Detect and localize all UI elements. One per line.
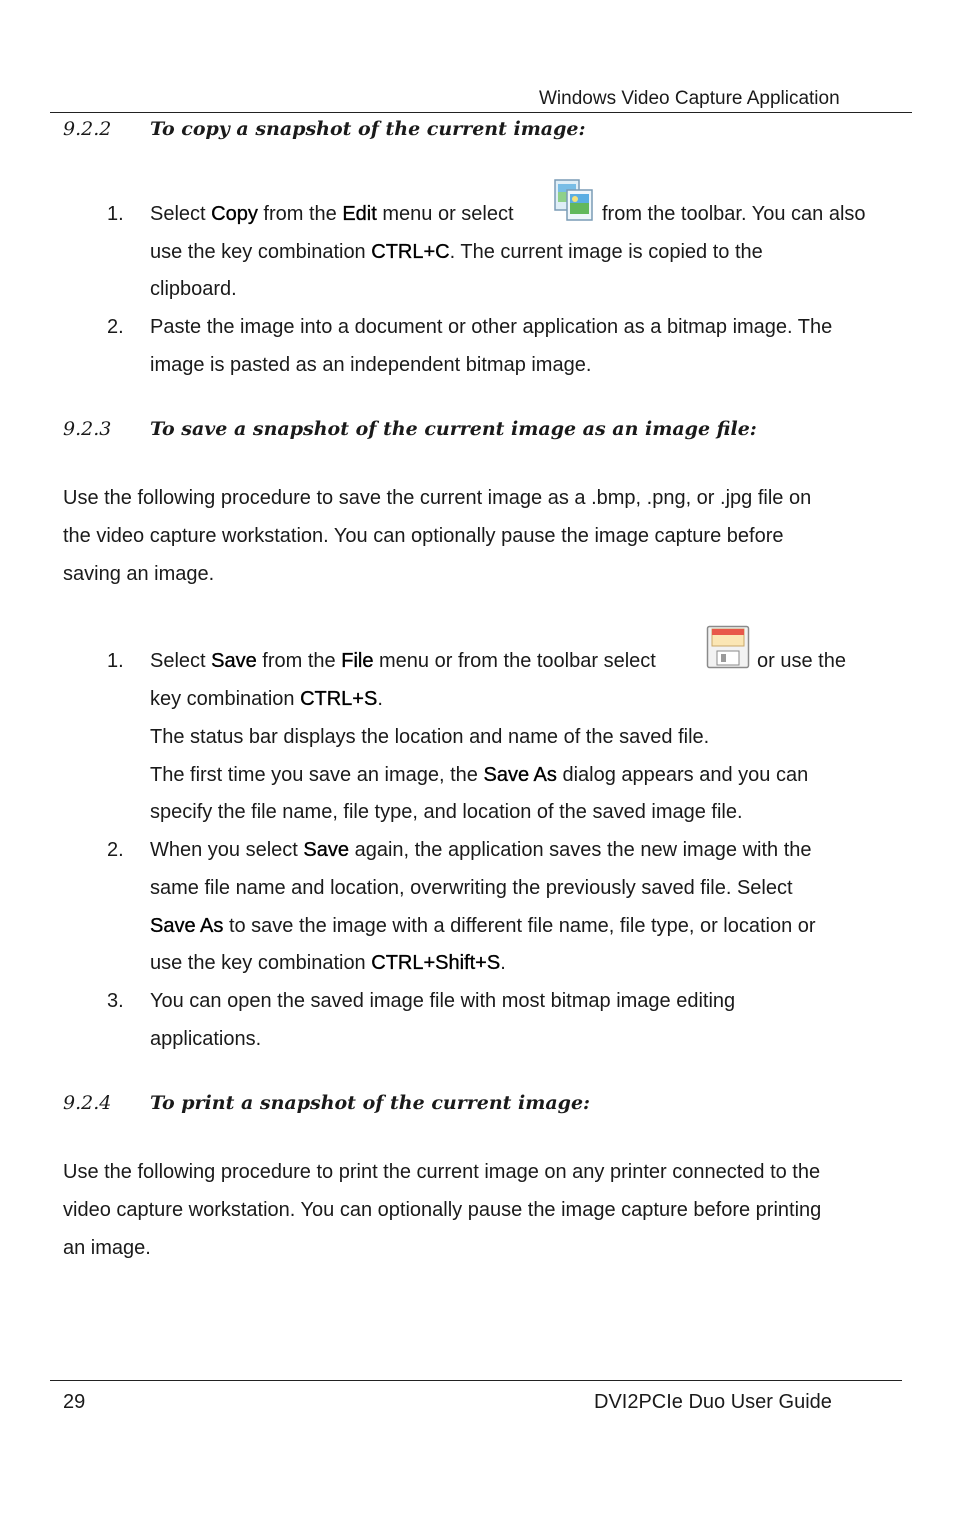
list-item-save-again-line4: use the key combination CTRL+Shift+S. [150,952,506,974]
list-number: 1. [107,203,124,225]
ui-term-save-as: Save As [483,764,557,786]
ui-term-save-as: Save As [150,915,224,937]
heading-title: To save a snapshot of the current image as an image file: [150,418,757,440]
list-item-copy-line1-end: from the toolbar. You can also [602,203,866,225]
ui-term-file: File [341,650,374,672]
heading-title: To copy a snapshot of the current image: [150,118,586,140]
paragraph-print-intro-line3: an image. [63,1237,151,1259]
ui-term-copy: Copy [211,203,258,225]
paragraph-print-intro-line1: Use the following procedure to print the current image on any printer connected to the [63,1161,821,1183]
list-number: 3. [107,990,124,1012]
ui-term-edit: Edit [342,203,377,225]
list-item-paste-line2: image is pasted as an independent bitmap image. [150,354,592,376]
list-number: 1. [107,650,124,672]
header-rule [50,112,912,113]
list-item-save-again-line3: Save As to save the image with a different file name, file type, or location or [150,915,816,937]
list-item-save-line2: key combination CTRL+S. [150,688,383,710]
heading-9-2-2 [63,118,763,144]
shortcut-ctrl-shift-s: CTRL+Shift+S [371,952,501,974]
heading-title: To print a snapshot of the current image: [150,1092,591,1114]
heading-number: 9.2.2 [63,118,112,140]
save-icon [706,625,750,669]
list-item-copy-line2: use the key combination CTRL+C. The current image is copied to the [150,241,763,263]
shortcut-ctrl-c: CTRL+C [371,241,450,263]
document-title: DVI2PCIe Duo User Guide [594,1391,832,1413]
heading-9-2-3 [63,418,813,444]
list-number: 2. [107,839,124,861]
list-item-save-line5: specify the file name, file type, and location of the saved image file. [150,801,743,823]
footer-rule [50,1380,902,1381]
list-item-save-again-line2: same file name and location, overwriting the previously saved file. Select [150,877,793,899]
heading-number: 9.2.3 [63,418,112,440]
list-item-open-line2: applications. [150,1028,262,1050]
paragraph-print-intro-line2: video capture workstation. You can optionally pause the image capture before printing [63,1199,822,1221]
shortcut-ctrl-s: CTRL+S [300,688,378,710]
list-item-copy-line3: clipboard. [150,278,237,300]
list-item-save-again-line1: When you select Save again, the application saves the new image with the [150,839,812,861]
list-item-save-line4: The first time you save an image, the Save As dialog appears and you can [150,764,809,786]
list-item-paste-line1: Paste the image into a document or other application as a bitmap image. The [150,316,833,338]
copy-snapshot-icon [553,178,595,222]
paragraph-save-intro-line2: the video capture workstation. You can optionally pause the image capture before [63,525,784,547]
list-item-open-line1: You can open the saved image file with most bitmap image editing [150,990,736,1012]
ui-term-save: Save [211,650,257,672]
list-item-save-line1: Select Save from the File menu or from the toolbar select [150,650,656,672]
list-item-save-line1-end: or use the [757,650,846,672]
ui-term-save: Save [303,839,350,861]
list-number: 2. [107,316,124,338]
running-header: Windows Video Capture Application [539,88,840,109]
list-item-copy-line1: Select Copy from the Edit menu or select [150,203,514,225]
list-item-save-line3: The status bar displays the location and name of the saved file. [150,726,710,748]
paragraph-save-intro-line1: Use the following procedure to save the current image as a .bmp, .png, or .jpg file on [63,487,812,509]
heading-number: 9.2.4 [63,1092,112,1114]
page-number: 29 [63,1391,86,1413]
paragraph-save-intro-line3: saving an image. [63,563,215,585]
heading-9-2-4 [63,1092,763,1118]
